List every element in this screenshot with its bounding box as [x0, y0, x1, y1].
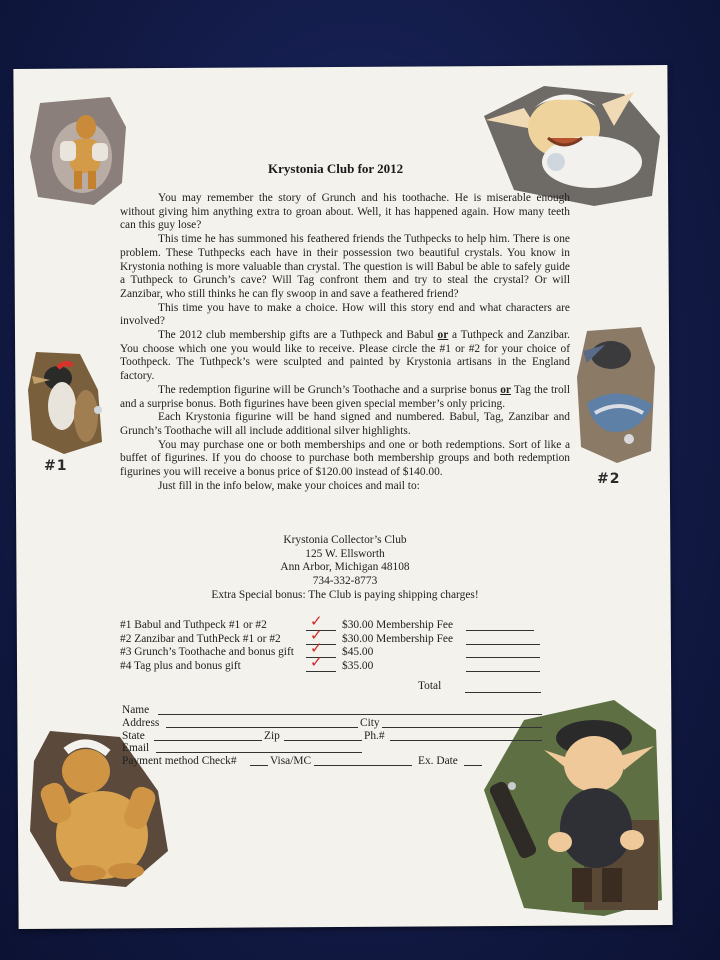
zip-field[interactable]: [284, 730, 362, 741]
paragraph: Each Krystonia figurine will be hand signed and numbered. Babul, Tag, Zanzibar and Grunch’s Toothache will all include additional silver highlights.: [120, 411, 570, 437]
address-line: 125 W. Ellsworth: [305, 547, 385, 560]
order-item-label: #4 Tag plus and bonus gift: [120, 660, 241, 673]
card-number-field[interactable]: [314, 755, 412, 766]
expiry-date-field[interactable]: [464, 755, 482, 766]
red-check-mark-icon: ✓: [310, 653, 323, 672]
name-label: Name: [122, 704, 150, 716]
city-field[interactable]: [382, 717, 542, 728]
order-item-price: $30.00 Membership Fee: [342, 619, 454, 631]
paragraph: This time he has summoned his feathered friends the Tuthpecks to help him. There is one problem. These Tuthpecks each have in their possession two beautiful crystals. You know in Krystonia nothing is more valuable than crystal. The question is will Babul be able to safely guide a Tuthpeck to Grunch’s cave? Will Tag confront them and try to steal the crystal? Or will Zanzibar, who still thinks he can fly swoop in and save a feathered friend?: [120, 233, 570, 300]
payment-method-label: Payment method Check#: [122, 755, 237, 768]
zip-label: Zip: [264, 729, 280, 742]
amount-blank[interactable]: [466, 619, 534, 631]
state-label: State: [122, 729, 145, 742]
order-item-label: #1 Babul and Tuthpeck #1 or #2: [120, 619, 267, 631]
handwritten-number-1: #1: [44, 458, 68, 474]
amount-blank[interactable]: [466, 633, 540, 645]
order-item-price: $30.00 Membership Fee: [342, 632, 454, 645]
email-label: Email: [122, 742, 150, 755]
contact-form: [122, 704, 542, 768]
order-item-label: #3 Grunch’s Toothache and bonus gift: [120, 646, 294, 659]
check-number-field[interactable]: [250, 755, 268, 766]
tuthpeck-2-photo: [577, 327, 657, 463]
paragraph: You may purchase one or both memberships and one or both redemptions. Sort of like a buffet of figurines. If you do choose to purchase both membership groups and both redemption figurines you will receive a bonus price of $120.00 instead of $140.00.: [120, 438, 570, 479]
amount-blank[interactable]: [466, 646, 540, 658]
red-check-mark-icon: ✓: [310, 639, 323, 658]
paragraph-membership-gifts: The 2012 club membership gifts are a Tuthpeck and Babul or a Tuthpeck and Zanzibar. You choose which one you would like to receive. Please circle the #1 or #2 for your choice of Toothpeck. The Tuthpeck’s were sculpted and painted by Krystonia artisans in the England factory.: [120, 329, 570, 383]
phone-label: Ph.#: [364, 729, 385, 742]
order-item-price: $45.00: [342, 646, 374, 659]
name-field[interactable]: [158, 704, 542, 715]
expiry-date-label: Ex. Date: [418, 755, 458, 768]
red-check-mark-icon: ✓: [310, 625, 323, 644]
email-field[interactable]: [156, 742, 362, 753]
figurine-photo-top-left: [30, 97, 126, 205]
state-field[interactable]: [154, 730, 262, 741]
phone-field[interactable]: [390, 730, 542, 741]
city-label: City: [360, 716, 380, 729]
address-field[interactable]: [166, 717, 358, 728]
total-blank[interactable]: [465, 692, 541, 693]
order-row: [120, 639, 570, 660]
order-row: [120, 612, 570, 633]
figurine-photo-top-right: [484, 86, 660, 206]
bonus-note: Extra Special bonus: The Club is paying shipping charges!: [211, 588, 479, 601]
handwritten-number-2: #2: [597, 471, 621, 487]
body-text: [120, 192, 570, 493]
order-row: [120, 653, 570, 674]
paragraph-redemption: The redemption figurine will be Grunch’s Toothache and a surprise bonus or Tag the troll and a surprise bonus. Both figurines have been given special member’s only pricing.: [120, 383, 570, 410]
paragraph: Just fill in the info below, make your choices and mail to:: [158, 479, 420, 492]
red-check-mark-icon: ✓: [310, 612, 323, 630]
order-item-price: $35.00: [342, 660, 374, 673]
visa-mc-label: Visa/MC: [270, 755, 312, 768]
amount-blank[interactable]: [466, 660, 540, 672]
address-line: 734-332-8773: [312, 575, 378, 588]
paragraph: You may remember the story of Grunch and his toothache. He is miserable enough without giving him anything extra to groan about. Well, it has happened again. How many teeth can this guy lose?: [120, 192, 570, 232]
document-title: Krystonia Club for 2012: [268, 161, 404, 176]
total-label: Total: [418, 680, 442, 692]
order-list: [120, 612, 570, 674]
tuthpeck-1-photo: [28, 350, 104, 454]
address-label: Address: [122, 716, 160, 729]
mailing-address: [120, 534, 570, 603]
paragraph: This time you have to make a choice. How will this story end and what characters are involved?: [120, 301, 570, 328]
address-line: Ann Arbor, Michigan 48108: [280, 561, 410, 574]
address-line: Krystonia Collector’s Club: [283, 534, 407, 546]
order-item-label: #2 Zanzibar and TuthPeck #1 or #2: [120, 632, 281, 645]
